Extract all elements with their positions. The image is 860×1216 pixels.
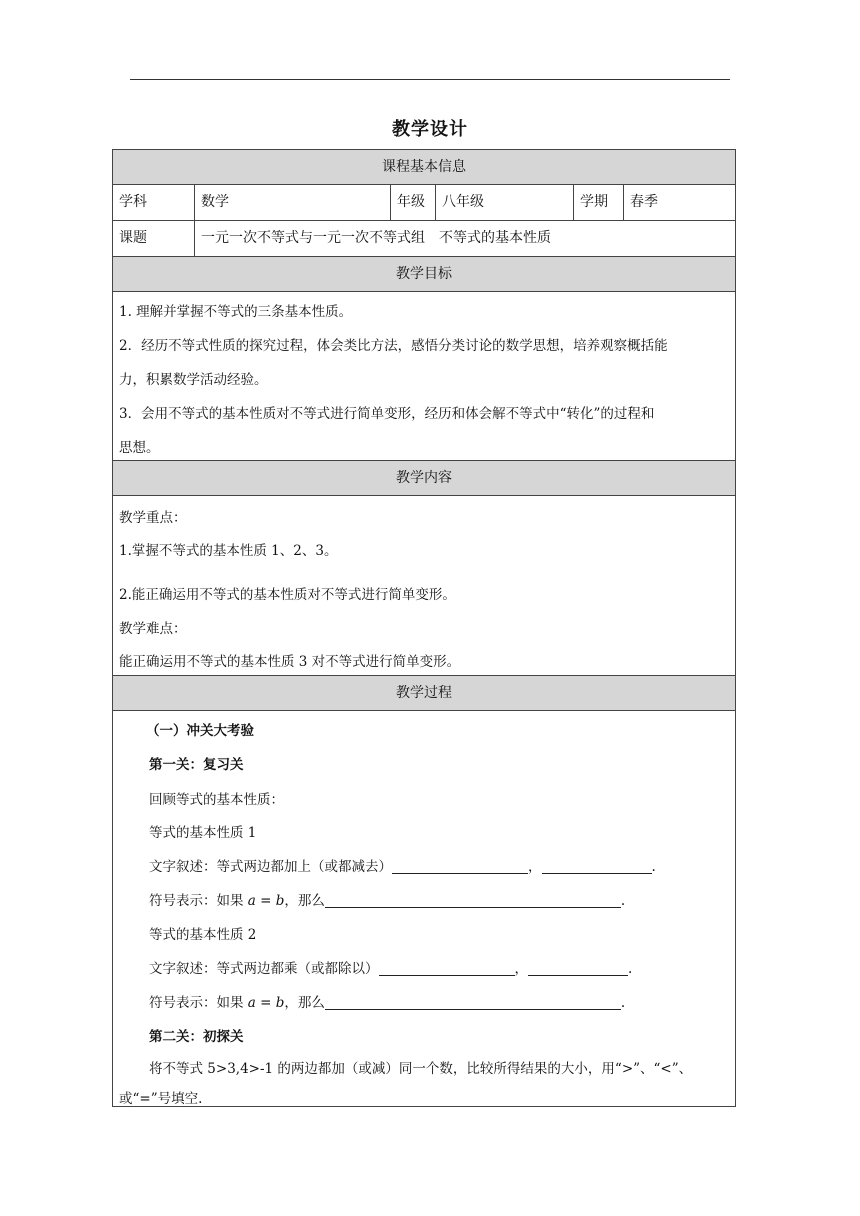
topic-label: 课题 [113, 221, 195, 256]
answer-blank[interactable] [379, 961, 515, 976]
fill-line [149, 855, 656, 875]
equation: a = b [247, 893, 285, 909]
topic-row [113, 221, 735, 257]
fill-line [149, 991, 625, 1011]
period: . [620, 995, 626, 1011]
task-text: 将不等式 5>3,4>-1 的两边都加（或减）同一个数，比较所得结果的大小，用“>”、“<”、 [149, 1061, 693, 1077]
term-label: 学期 [574, 185, 624, 220]
term-value: 春季 [630, 194, 658, 210]
goals-block [113, 292, 735, 461]
difficulty-point: 能正确运用不等式的基本性质 3 对不等式进行简单变形。 [119, 654, 461, 670]
level-title: 第二关：初探关 [149, 1029, 244, 1045]
part-title: （一）冲关大考验 [146, 723, 254, 739]
goal-line: 力，积累数学活动经验。 [119, 372, 268, 388]
grade-label: 年级 [391, 185, 436, 220]
lesson-plan-table [112, 149, 736, 1107]
goal-line: 1. 理解并掌握不等式的三条基本性质。 [119, 304, 353, 320]
review-text: 回顾等式的基本性质： [149, 792, 284, 808]
section-header-goals: 教学目标 [113, 257, 735, 292]
key-point: 1.掌握不等式的基本性质 1、2、3。 [119, 543, 338, 559]
property-title: 等式的基本性质 2 [149, 927, 257, 943]
fill-line [149, 957, 632, 977]
symbol-mid: ，那么 [284, 893, 325, 909]
task-text: 或“=”号填空. [119, 1091, 203, 1107]
comma: ， [528, 859, 542, 875]
symbol-mid: ，那么 [284, 995, 325, 1011]
equation: a = b [247, 995, 285, 1011]
period: . [651, 859, 656, 875]
period: . [620, 893, 626, 909]
answer-blank[interactable] [325, 995, 621, 1010]
grade-value: 八年级 [436, 185, 574, 220]
answer-blank[interactable] [542, 859, 652, 874]
goal-line: 思想。 [119, 440, 160, 456]
subject-value: 数学 [195, 185, 391, 220]
symbol-text: 符号表示：如果 [149, 893, 244, 909]
header-rule [130, 79, 730, 80]
period: . [628, 961, 633, 977]
subject-label: 学科 [113, 185, 195, 220]
answer-blank[interactable] [325, 893, 621, 908]
process-block [113, 711, 735, 1108]
statement-text: 文字叙述：等式两边都乘（或都除以） [149, 961, 379, 977]
key-points-label: 教学重点： [119, 510, 187, 526]
goal-line: 3．会用不等式的基本性质对不等式进行简单变形，经历和体会解不等式中“转化”的过程和 [119, 406, 655, 422]
statement-text: 文字叙述：等式两边都加上（或都减去） [149, 859, 392, 875]
goal-line: 2．经历不等式性质的探究过程，体会类比方法，感悟分类讨论的数学思想，培养观察概括能 [119, 338, 668, 354]
section-header-process: 教学过程 [113, 676, 735, 711]
topic-value: 一元一次不等式与一元一次不等式组 不等式的基本性质 [201, 230, 551, 246]
fill-line [149, 889, 625, 909]
level-title: 第一关：复习关 [149, 757, 244, 773]
section-header-basic-info: 课程基本信息 [113, 150, 735, 185]
property-title: 等式的基本性质 1 [149, 825, 257, 841]
key-point: 2.能正确运用不等式的基本性质对不等式进行简单变形。 [119, 587, 456, 603]
answer-blank[interactable] [392, 859, 528, 874]
comma: ， [514, 961, 528, 977]
difficulty-label: 教学难点： [119, 621, 187, 637]
symbol-text: 符号表示：如果 [149, 995, 244, 1011]
section-header-content: 教学内容 [113, 461, 735, 496]
info-row [113, 185, 735, 221]
document-title: 教学设计 [392, 119, 468, 140]
content-block [113, 496, 735, 676]
answer-blank[interactable] [528, 961, 628, 976]
